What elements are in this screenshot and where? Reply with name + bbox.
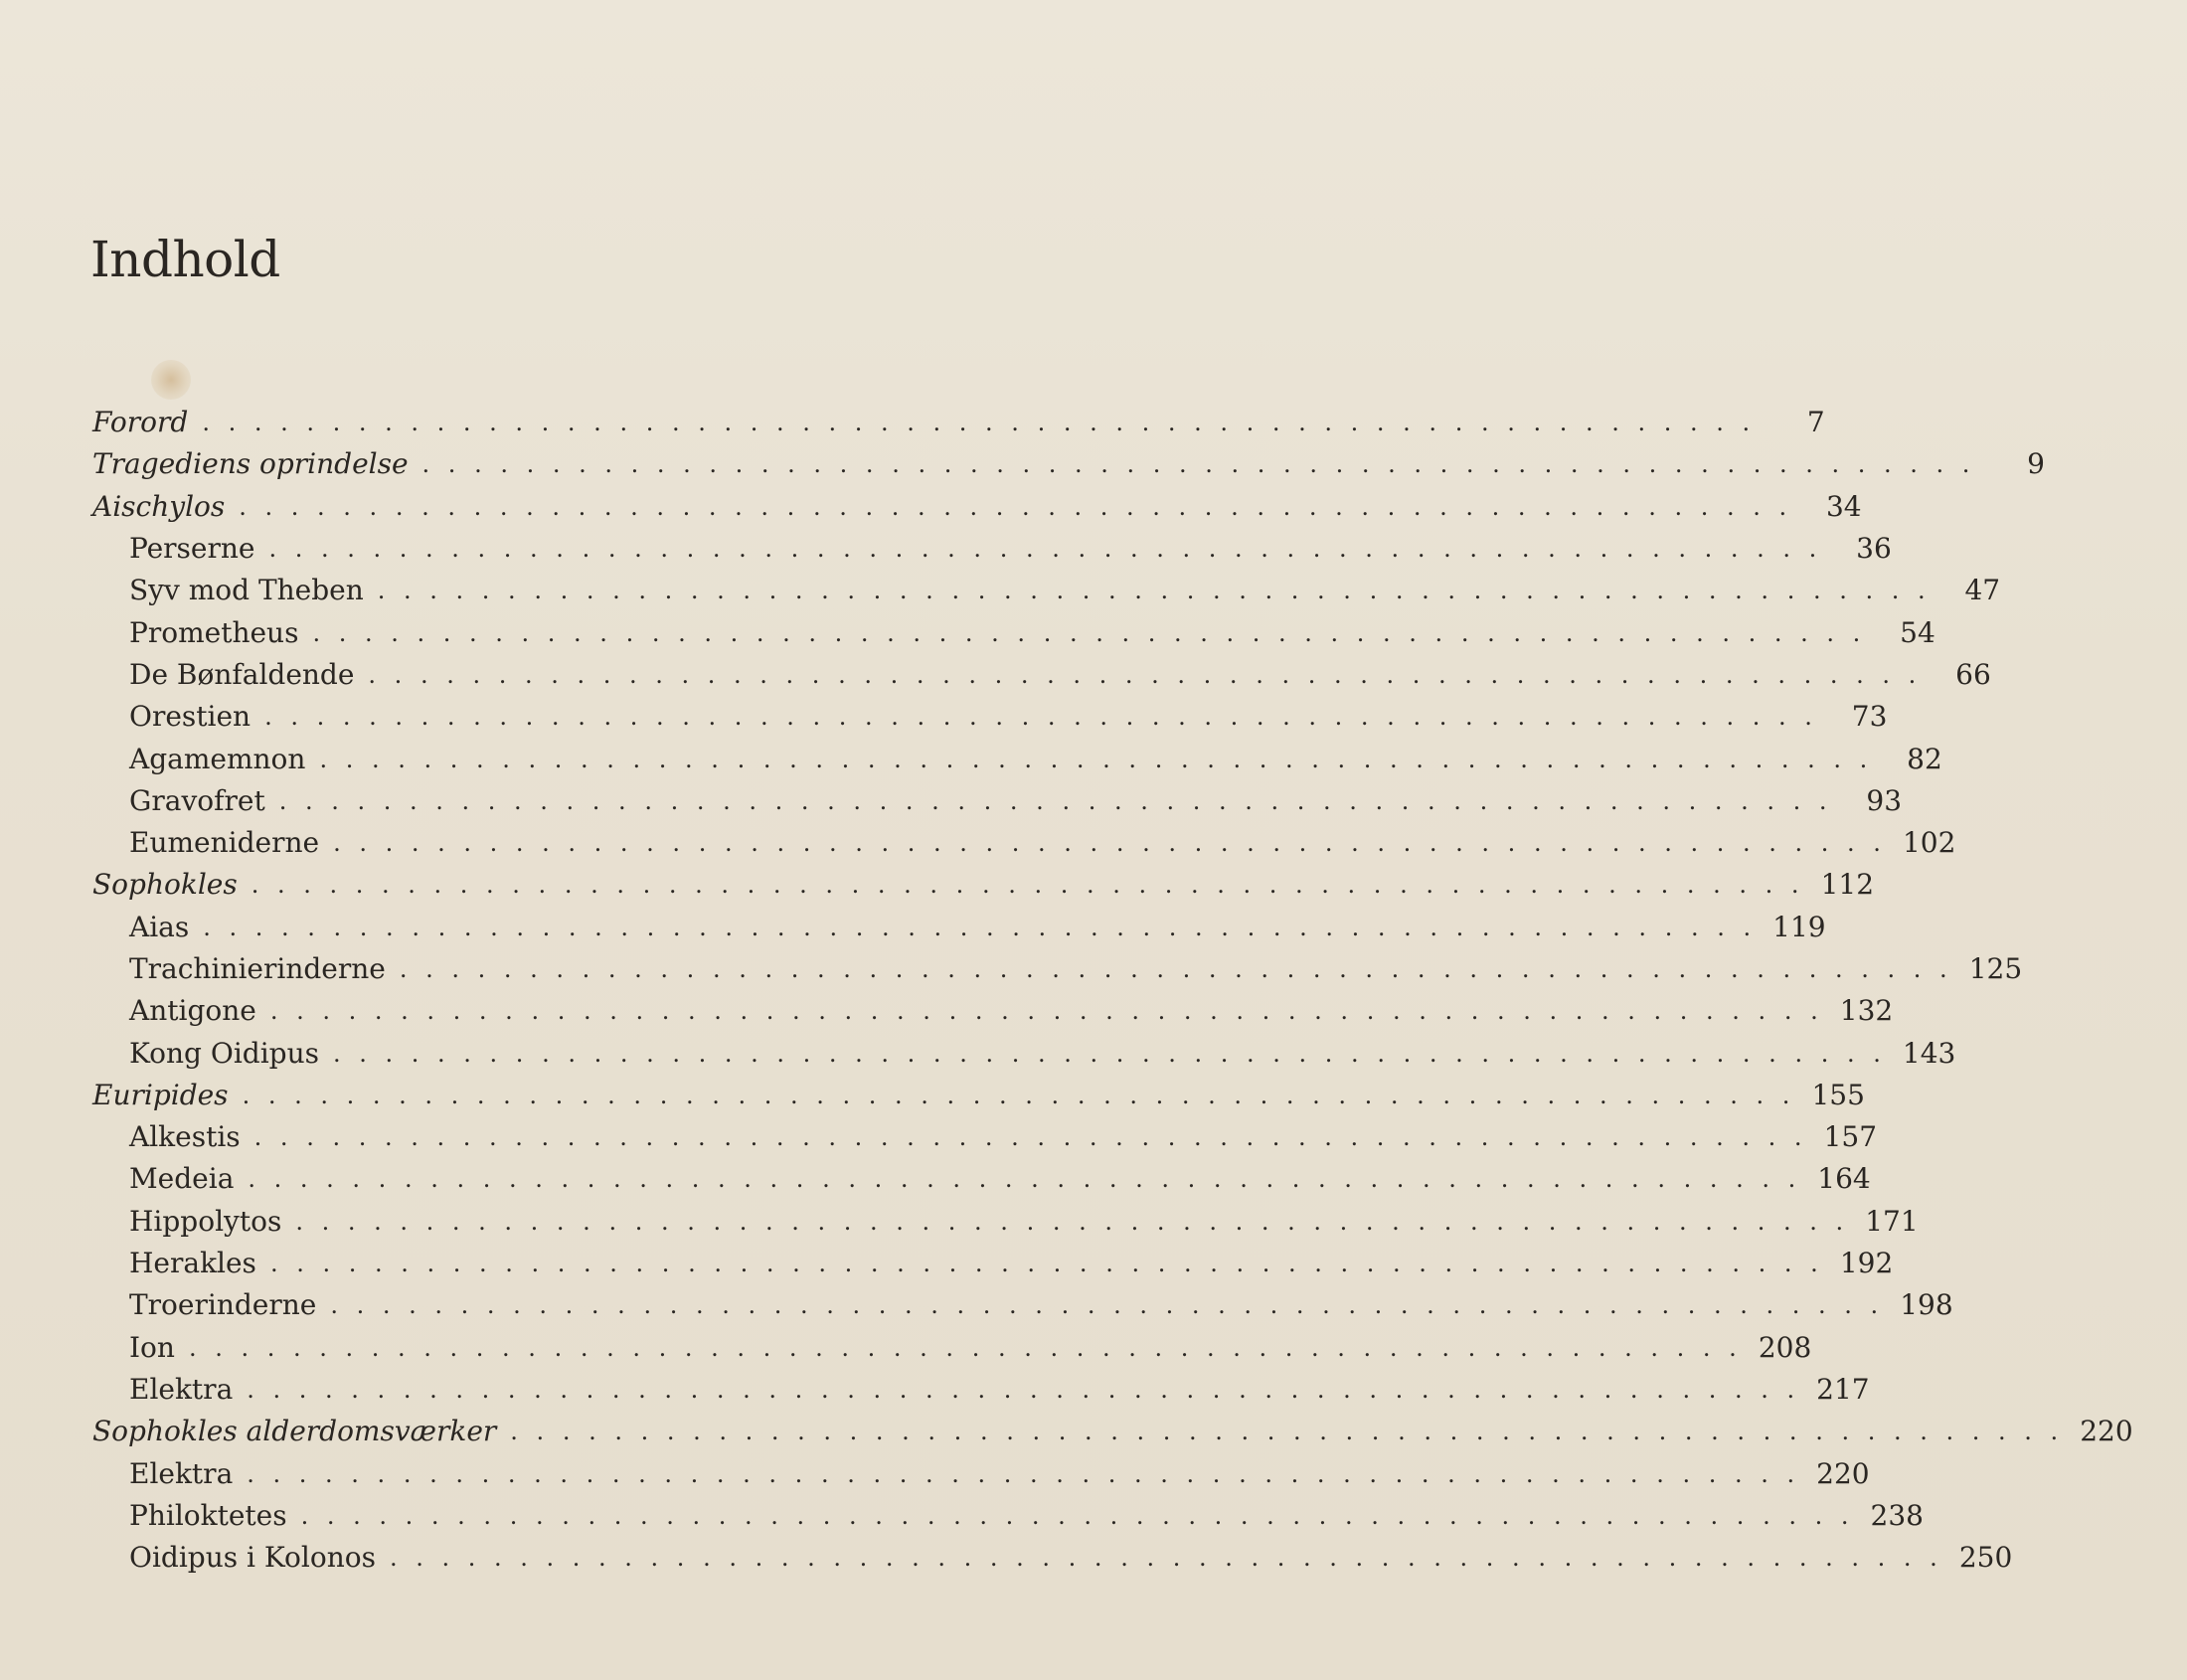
dot-leader: . . . . . . . . . . . . . . . . . . . . . . . . . . . . . . . . . . . . . . . . . . . . . . . . . . . . . . . . . . . .	[312, 618, 1866, 647]
toc-entry-label: Euripides	[92, 1078, 229, 1111]
toc-entry-page: 208	[1758, 1330, 1812, 1364]
toc-entry	[0, 696, 1888, 738]
toc-entry-label: Alkestis	[129, 1120, 241, 1154]
toc-entry	[0, 948, 2023, 990]
toc-entry-page: 164	[1817, 1162, 1871, 1196]
toc-entry-label: Tragediens oprindelse	[92, 447, 409, 481]
dot-leader: . . . . . . . . . . . . . . . . . . . . . . . . . . . . . . . . . . . . . . . . . . . . . . . . . . . . . . . . . . . .	[278, 786, 1833, 815]
toc-entry-label: Trachinierinderne	[129, 952, 386, 985]
toc-entry-page: 102	[1902, 826, 1956, 860]
toc-entry-label: Hippolytos	[129, 1204, 282, 1238]
page-title: Indhold	[90, 231, 280, 288]
toc-entry-page: 250	[1958, 1541, 2013, 1575]
dot-leader: . . . . . . . . . . . . . . . . . . . . . . . . . . . . . . . . . . . . . . . . . . . . . . . . . . . . . . . . . . . .	[203, 913, 1757, 941]
toc-entry-page: 171	[1865, 1204, 1919, 1238]
toc-entry-page: 238	[1870, 1498, 1924, 1532]
toc-entry	[0, 1158, 1871, 1200]
toc-entry-label: Ion	[129, 1330, 175, 1364]
dot-leader: . . . . . . . . . . . . . . . . . . . . . . . . . . . . . . . . . . . . . . . . . . . . . . . . . . . . . . . . . . . .	[247, 1375, 1800, 1404]
dot-leader: . . . . . . . . . . . . . . . . . . . . . . . . . . . . . . . . . . . . . . . . . . . . . . . . . . . . . . . . . . . .	[247, 1459, 1800, 1488]
dot-leader: . . . . . . . . . . . . . . . . . . . . . . . . . . . . . . . . . . . . . . . . . . . . . . . . . . . . . . . . . . . .	[264, 703, 1818, 732]
toc-entry-page: 54	[1900, 615, 1935, 649]
toc-entry-page: 34	[1825, 489, 1862, 523]
toc-entry-label: Prometheus	[129, 615, 299, 649]
toc-entry-label: Oidipus i Kolonos	[129, 1541, 376, 1575]
toc-entry-label: Syv mod Theben	[129, 574, 364, 607]
toc-entry	[0, 864, 1875, 906]
dot-leader: . . . . . . . . . . . . . . . . . . . . . . . . . . . . . . . . . . . . . . . . . . . . . . . . . . . . . . . . . . . .	[253, 1123, 1808, 1152]
toc-entry	[0, 528, 1892, 570]
dot-leader: . . . . . . . . . . . . . . . . . . . . . . . . . . . . . . . . . . . . . . . . . . . . . . . . . . . . . . . . . . . .	[268, 535, 1822, 564]
toc-entry	[0, 654, 1991, 696]
toc-entry	[0, 780, 1903, 822]
toc-entry	[0, 1327, 1812, 1369]
toc-entry	[0, 1201, 1919, 1243]
toc-entry-page: 36	[1856, 532, 1892, 566]
table-of-contents	[0, 402, 2133, 1579]
dot-leader: . . . . . . . . . . . . . . . . . . . . . . . . . . . . . . . . . . . . . . . . . . . . . . . . . . . . . . . . . . . .	[368, 660, 1922, 689]
toc-entry	[0, 907, 1826, 948]
toc-entry-label: Elektra	[129, 1372, 234, 1406]
dot-leader: . . . . . . . . . . . . . . . . . . . . . . . . . . . . . . . . . . . . . . . . . . . . . . . . . . . . . . . . . . . .	[377, 577, 1932, 605]
toc-entry-label: Kong Oidipus	[129, 1036, 319, 1070]
toc-entry-page: 143	[1902, 1036, 1956, 1070]
toc-entry-label: Agamemnon	[129, 742, 306, 775]
toc-entry-page: 220	[2080, 1415, 2133, 1448]
dot-leader: . . . . . . . . . . . . . . . . . . . . . . . . . . . . . . . . . . . . . . . . . . . . . . . . . . . . . . . . . . . .	[202, 409, 1756, 437]
toc-entry-page: 217	[1816, 1372, 1870, 1406]
toc-entry-page: 132	[1839, 994, 1894, 1028]
toc-entry-label: Aischylos	[92, 489, 226, 523]
toc-entry-label: Eumeniderne	[129, 826, 320, 860]
dot-leader: . . . . . . . . . . . . . . . . . . . . . . . . . . . . . . . . . . . . . . . . . . . . . . . . . . . . . . . . . . . .	[295, 1207, 1849, 1236]
toc-entry	[0, 443, 2045, 485]
toc-entry-page: 7	[1806, 406, 1825, 439]
toc-entry	[0, 822, 1956, 864]
toc-entry-label: Sophokles alderdomsværker	[92, 1415, 497, 1448]
toc-entry-label: Troerinderne	[129, 1288, 317, 1322]
dot-leader: . . . . . . . . . . . . . . . . . . . . . . . . . . . . . . . . . . . . . . . . . . . . . . . . . . . . . . . . . . . .	[421, 450, 1975, 479]
toc-entry-page: 66	[1955, 657, 1991, 691]
toc-entry-page: 155	[1811, 1078, 1865, 1111]
dot-leader: . . . . . . . . . . . . . . . . . . . . . . . . . . . . . . . . . . . . . . . . . . . . . . . . . . . . . . . . . . . .	[242, 1081, 1795, 1109]
toc-entry	[0, 1243, 1894, 1284]
toc-entry-page: 192	[1839, 1247, 1894, 1280]
toc-entry-page: 73	[1851, 700, 1888, 734]
toc-entry	[0, 1116, 1878, 1158]
toc-entry	[0, 1032, 1956, 1074]
toc-entry-page: 112	[1820, 868, 1875, 902]
toc-entry-page: 220	[1816, 1456, 1870, 1490]
dot-leader: . . . . . . . . . . . . . . . . . . . . . . . . . . . . . . . . . . . . . . . . . . . . . . . . . . . . . . . . . . . .	[399, 955, 1953, 983]
dot-leader: . . . . . . . . . . . . . . . . . . . . . . . . . . . . . . . . . . . . . . . . . . . . . . . . . . . . . . . . . . . .	[510, 1418, 2064, 1446]
toc-entry-label: Forord	[92, 406, 189, 439]
dot-leader: . . . . . . . . . . . . . . . . . . . . . . . . . . . . . . . . . . . . . . . . . . . . . . . . . . . . . . . . . . . .	[239, 492, 1792, 521]
toc-entry	[0, 990, 1894, 1032]
toc-entry-label: De Bønfaldende	[129, 657, 355, 691]
toc-entry-page: 125	[1968, 952, 2023, 985]
toc-entry-label: Medeia	[129, 1162, 235, 1196]
dot-leader: . . . . . . . . . . . . . . . . . . . . . . . . . . . . . . . . . . . . . . . . . . . . . . . . . . . . . . . . . . . .	[269, 1250, 1824, 1278]
dot-leader: . . . . . . . . . . . . . . . . . . . . . . . . . . . . . . . . . . . . . . . . . . . . . . . . . . . . . . . . . . . .	[319, 745, 1873, 773]
dot-leader: . . . . . . . . . . . . . . . . . . . . . . . . . . . . . . . . . . . . . . . . . . . . . . . . . . . . . . . . . . . .	[333, 829, 1887, 858]
toc-entry	[0, 611, 1935, 653]
toc-entry	[0, 486, 1862, 528]
toc-entry	[0, 1075, 1865, 1116]
toc-entry	[0, 1411, 2133, 1452]
toc-entry-label: Herakles	[129, 1247, 256, 1280]
toc-entry-page: 93	[1866, 783, 1903, 817]
toc-entry	[0, 402, 1825, 443]
dot-leader: . . . . . . . . . . . . . . . . . . . . . . . . . . . . . . . . . . . . . . . . . . . . . . . . . . . . . . . . . . . .	[248, 1165, 1801, 1194]
toc-entry-page: 82	[1907, 742, 1942, 775]
toc-entry-label: Antigone	[129, 994, 256, 1028]
toc-entry-page: 9	[2027, 447, 2045, 481]
dot-leader: . . . . . . . . . . . . . . . . . . . . . . . . . . . . . . . . . . . . . . . . . . . . . . . . . . . . . . . . . . . .	[389, 1544, 1943, 1573]
toc-entry-page: 198	[1900, 1288, 1953, 1322]
dot-leader: . . . . . . . . . . . . . . . . . . . . . . . . . . . . . . . . . . . . . . . . . . . . . . . . . . . . . . . . . . . .	[300, 1501, 1854, 1530]
toc-entry	[0, 570, 2001, 611]
toc-entry	[0, 1284, 1953, 1326]
toc-entry-label: Orestien	[129, 700, 252, 734]
dot-leader: . . . . . . . . . . . . . . . . . . . . . . . . . . . . . . . . . . . . . . . . . . . . . . . . . . . . . . . . . . . .	[333, 1039, 1887, 1068]
dot-leader: . . . . . . . . . . . . . . . . . . . . . . . . . . . . . . . . . . . . . . . . . . . . . . . . . . . . . . . . . . . .	[188, 1333, 1743, 1362]
dot-leader: . . . . . . . . . . . . . . . . . . . . . . . . . . . . . . . . . . . . . . . . . . . . . . . . . . . . . . . . . . . .	[269, 997, 1824, 1026]
dot-leader: . . . . . . . . . . . . . . . . . . . . . . . . . . . . . . . . . . . . . . . . . . . . . . . . . . . . . . . . . . . .	[251, 871, 1805, 900]
toc-entry	[0, 1495, 1924, 1537]
toc-entry	[0, 1369, 1870, 1411]
toc-entry-label: Elektra	[129, 1456, 234, 1490]
toc-entry-label: Aias	[129, 910, 190, 943]
toc-entry-label: Gravofret	[129, 783, 265, 817]
paper-stain	[151, 360, 191, 400]
toc-entry-page: 47	[1964, 574, 2001, 607]
dot-leader: . . . . . . . . . . . . . . . . . . . . . . . . . . . . . . . . . . . . . . . . . . . . . . . . . . . . . . . . . . . .	[330, 1291, 1884, 1320]
toc-entry-label: Philoktetes	[129, 1498, 287, 1532]
toc-entry-label: Sophokles	[92, 868, 238, 902]
toc-entry	[0, 1537, 2013, 1579]
toc-entry	[0, 1452, 1870, 1494]
toc-entry-page: 119	[1772, 910, 1826, 943]
toc-entry-page: 157	[1823, 1120, 1878, 1154]
toc-entry	[0, 738, 1942, 779]
toc-entry-label: Perserne	[129, 532, 255, 566]
